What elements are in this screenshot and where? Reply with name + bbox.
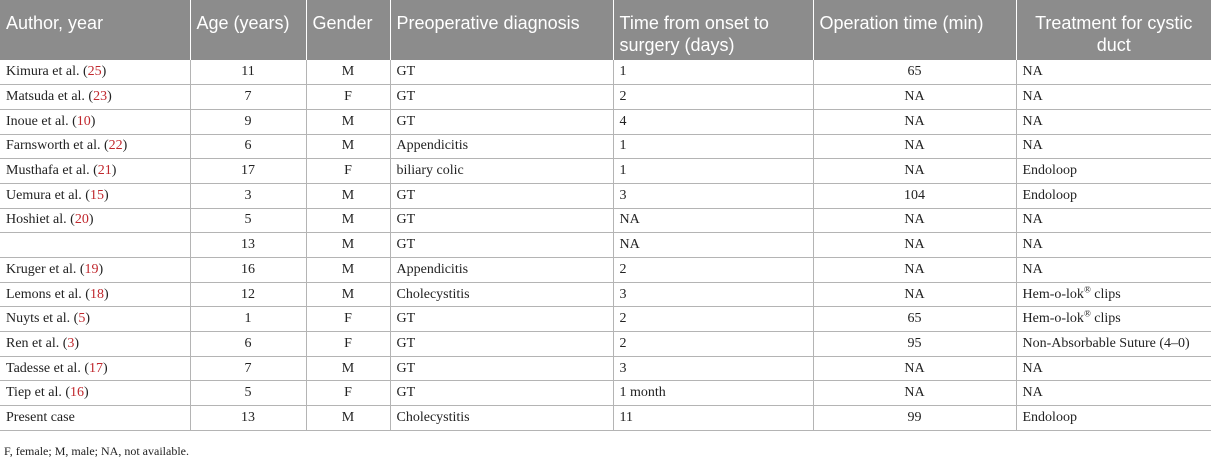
time-onset-value: NA — [619, 212, 640, 228]
cell-diagnosis — [390, 60, 613, 85]
cell-gender — [306, 406, 390, 431]
reference-link: 16 — [70, 385, 85, 401]
time-onset-value: 3 — [619, 286, 627, 302]
age-value: 9 — [244, 113, 252, 129]
cell-diagnosis — [390, 159, 613, 184]
cell-operation-time — [813, 60, 1016, 85]
age-value: 5 — [244, 385, 252, 401]
cell-diagnosis — [390, 233, 613, 258]
cell-time-onset — [613, 159, 813, 184]
diagnosis-value: GT — [396, 237, 416, 253]
cell-diagnosis — [390, 85, 613, 110]
cell-time-onset — [613, 183, 813, 208]
operation-time-value: NA — [904, 261, 925, 277]
age-value: 13 — [241, 237, 255, 253]
cell-author — [0, 258, 190, 283]
cell-age — [190, 109, 306, 134]
reference-close: ) — [101, 64, 107, 80]
cell-diagnosis — [390, 307, 613, 332]
treatment-value: NA — [1022, 212, 1043, 228]
reference-link: 3 — [67, 335, 75, 351]
table-footnote: F, female; M, male; NA, not available. — [4, 444, 189, 458]
diagnosis-value: GT — [396, 113, 416, 129]
cell-gender — [306, 282, 390, 307]
diagnosis-value: GT — [396, 187, 416, 203]
table-body — [0, 60, 1211, 430]
reference-link: 22 — [108, 138, 123, 154]
gender-value: F — [344, 385, 352, 401]
reference-close: ) — [85, 311, 90, 327]
diagnosis-value: GT — [396, 212, 416, 228]
reference-link: 21 — [97, 163, 112, 179]
operation-time-value: NA — [904, 286, 925, 302]
cell-author — [0, 159, 190, 184]
cell-age — [190, 134, 306, 159]
cell-operation-time — [813, 282, 1016, 307]
gender-value: M — [341, 212, 355, 228]
operation-time-value: NA — [904, 113, 925, 129]
age-value: 12 — [241, 286, 255, 302]
cell-treatment — [1016, 332, 1211, 357]
gender-value: M — [341, 113, 355, 129]
age-value: 3 — [244, 187, 252, 203]
cell-age — [190, 85, 306, 110]
cell-time-onset — [613, 332, 813, 357]
cell-age — [190, 332, 306, 357]
author-name: Lemons et al. ( — [6, 286, 90, 302]
author-name: Tadesse et al. ( — [6, 360, 89, 376]
table-row — [0, 258, 1211, 283]
gender-value: F — [344, 89, 352, 105]
header-operation-time: Operation time (min) — [813, 0, 1016, 60]
cell-diagnosis — [390, 332, 613, 357]
gender-value: M — [341, 138, 355, 154]
cell-treatment — [1016, 356, 1211, 381]
table-header — [0, 0, 1211, 60]
reference-close: ) — [122, 138, 128, 154]
reference-link: 5 — [78, 311, 86, 327]
table-row — [0, 381, 1211, 406]
diagnosis-value: Appendicitis — [396, 138, 469, 154]
cell-time-onset — [613, 134, 813, 159]
cell-time-onset — [613, 208, 813, 233]
cell-gender — [306, 356, 390, 381]
cell-author — [0, 381, 190, 406]
cell-treatment — [1016, 60, 1211, 85]
registered-mark: ® — [1083, 283, 1091, 294]
age-value: 7 — [244, 360, 252, 376]
treatment-value: NA — [1022, 89, 1043, 105]
cell-author — [0, 134, 190, 159]
time-onset-value: 11 — [619, 409, 633, 425]
cell-age — [190, 159, 306, 184]
cell-gender — [306, 109, 390, 134]
gender-value: M — [341, 261, 355, 277]
cell-gender — [306, 159, 390, 184]
operation-time-value: NA — [904, 163, 925, 179]
cell-operation-time — [813, 183, 1016, 208]
cell-age — [190, 381, 306, 406]
cell-time-onset — [613, 282, 813, 307]
cell-author — [0, 208, 190, 233]
header-row — [0, 0, 1211, 60]
table-row — [0, 282, 1211, 307]
age-value: 6 — [244, 335, 252, 351]
cell-operation-time — [813, 134, 1016, 159]
reference-close: ) — [90, 113, 96, 129]
table-row — [0, 183, 1211, 208]
gender-value: F — [344, 163, 352, 179]
reference-close: ) — [103, 187, 109, 203]
author-name: Ren et al. ( — [6, 335, 68, 351]
cell-time-onset — [613, 406, 813, 431]
table-row — [0, 60, 1211, 85]
diagnosis-value: GT — [396, 360, 416, 376]
cell-author — [0, 85, 190, 110]
table-row — [0, 208, 1211, 233]
age-value: 7 — [244, 89, 252, 105]
cell-time-onset — [613, 381, 813, 406]
cell-operation-time — [813, 307, 1016, 332]
cell-author — [0, 183, 190, 208]
cell-treatment — [1016, 233, 1211, 258]
author-name: Uemura et al. ( — [6, 187, 90, 203]
cell-author — [0, 233, 190, 258]
cell-diagnosis — [390, 109, 613, 134]
treatment-value: NA — [1022, 113, 1043, 129]
cell-time-onset — [613, 109, 813, 134]
cell-operation-time — [813, 159, 1016, 184]
author-name: Present case — [6, 409, 75, 425]
cell-diagnosis — [390, 258, 613, 283]
table-row — [0, 406, 1211, 431]
author-name: Nuyts et al. ( — [6, 311, 79, 327]
age-value: 11 — [241, 64, 255, 80]
diagnosis-value: biliary colic — [396, 163, 464, 179]
treatment-value: NA — [1022, 237, 1043, 253]
cell-gender — [306, 258, 390, 283]
table-row — [0, 332, 1211, 357]
gender-value: F — [344, 311, 352, 327]
time-onset-value: 3 — [619, 187, 627, 203]
cell-time-onset — [613, 60, 813, 85]
age-value: 1 — [244, 311, 252, 327]
cell-operation-time — [813, 208, 1016, 233]
treatment-suffix: clips — [1090, 286, 1121, 302]
author-name: Tiep et al. ( — [6, 385, 71, 401]
cell-diagnosis — [390, 282, 613, 307]
reference-link: 17 — [88, 360, 103, 376]
cell-operation-time — [813, 258, 1016, 283]
treatment-value: Hem-o-lok — [1022, 311, 1084, 327]
cell-gender — [306, 332, 390, 357]
treatment-value: NA — [1022, 261, 1043, 277]
time-onset-value: 4 — [619, 113, 627, 129]
author-name: Matsuda et al. ( — [6, 89, 94, 105]
cell-author — [0, 332, 190, 357]
cell-gender — [306, 208, 390, 233]
author-name: Kimura et al. ( — [6, 64, 88, 80]
cell-treatment — [1016, 85, 1211, 110]
treatment-value: Hem-o-lok — [1022, 286, 1084, 302]
operation-time-value: 65 — [907, 64, 922, 80]
reference-close: ) — [84, 385, 89, 401]
age-value: 6 — [244, 138, 252, 154]
cell-diagnosis — [390, 406, 613, 431]
cell-author — [0, 60, 190, 85]
registered-mark: ® — [1083, 308, 1091, 319]
cell-operation-time — [813, 233, 1016, 258]
author-name: Hoshiet al. ( — [6, 212, 75, 228]
cell-operation-time — [813, 109, 1016, 134]
operation-time-value: NA — [904, 89, 925, 105]
cell-author — [0, 356, 190, 381]
time-onset-value: 1 — [619, 163, 627, 179]
table-row — [0, 356, 1211, 381]
header-gender: Gender — [306, 0, 390, 60]
operation-time-value: NA — [904, 138, 925, 154]
operation-time-value: 104 — [904, 187, 925, 203]
diagnosis-value: GT — [396, 311, 416, 327]
reference-link: 18 — [89, 286, 104, 302]
cell-operation-time — [813, 381, 1016, 406]
cell-age — [190, 183, 306, 208]
table-row — [0, 307, 1211, 332]
reference-link: 19 — [84, 261, 99, 277]
age-value: 17 — [241, 163, 255, 179]
cell-gender — [306, 183, 390, 208]
cell-author — [0, 109, 190, 134]
cell-gender — [306, 233, 390, 258]
cell-age — [190, 258, 306, 283]
reference-close: ) — [103, 286, 109, 302]
cell-treatment — [1016, 159, 1211, 184]
cell-age — [190, 60, 306, 85]
gender-value: M — [341, 409, 355, 425]
reference-close: ) — [111, 163, 117, 179]
time-onset-value: 1 — [619, 138, 627, 154]
author-name: Kruger et al. ( — [6, 261, 85, 277]
operation-time-value: 95 — [907, 335, 922, 351]
cell-diagnosis — [390, 183, 613, 208]
cell-time-onset — [613, 258, 813, 283]
reference-link: 20 — [74, 212, 89, 228]
cell-time-onset — [613, 233, 813, 258]
treatment-value: NA — [1022, 385, 1043, 401]
reference-link: 15 — [89, 187, 104, 203]
cell-diagnosis — [390, 356, 613, 381]
treatment-value: Endoloop — [1022, 187, 1077, 203]
diagnosis-value: Appendicitis — [396, 261, 469, 277]
cell-age — [190, 233, 306, 258]
gender-value: M — [341, 187, 355, 203]
header-treatment-cystic-duct: Treatment for cystic duct — [1016, 0, 1211, 60]
operation-time-value: NA — [904, 385, 925, 401]
cell-age — [190, 307, 306, 332]
cell-age — [190, 356, 306, 381]
time-onset-value: NA — [619, 237, 640, 253]
cell-gender — [306, 60, 390, 85]
reference-close: ) — [88, 212, 94, 228]
table-row — [0, 85, 1211, 110]
treatment-value: NA — [1022, 138, 1043, 154]
time-onset-value: 3 — [619, 360, 627, 376]
cell-time-onset — [613, 85, 813, 110]
cell-diagnosis — [390, 381, 613, 406]
reference-close: ) — [98, 261, 104, 277]
reference-close: ) — [102, 360, 108, 376]
cell-operation-time — [813, 356, 1016, 381]
header-age: Age (years) — [190, 0, 306, 60]
cell-age — [190, 406, 306, 431]
diagnosis-value: Cholecystitis — [396, 409, 470, 425]
treatment-suffix: clips — [1090, 311, 1121, 327]
operation-time-value: NA — [904, 360, 925, 376]
cell-age — [190, 282, 306, 307]
reference-link: 25 — [87, 64, 102, 80]
cell-author — [0, 282, 190, 307]
reference-link: 23 — [93, 89, 108, 105]
cell-time-onset — [613, 356, 813, 381]
cell-treatment — [1016, 134, 1211, 159]
gender-value: M — [341, 64, 355, 80]
time-onset-value: 2 — [619, 261, 627, 277]
cell-diagnosis — [390, 208, 613, 233]
cell-treatment — [1016, 109, 1211, 134]
header-preoperative-diagnosis: Preoperative diagnosis — [390, 0, 613, 60]
cell-diagnosis — [390, 134, 613, 159]
time-onset-value: 1 month — [619, 385, 666, 401]
author-name: Farnsworth et al. ( — [6, 138, 109, 154]
cell-gender — [306, 381, 390, 406]
operation-time-value: 65 — [907, 311, 922, 327]
treatment-value: NA — [1022, 64, 1043, 80]
cell-operation-time — [813, 332, 1016, 357]
operation-time-value: NA — [904, 212, 925, 228]
cell-age — [190, 208, 306, 233]
cell-treatment — [1016, 381, 1211, 406]
age-value: 5 — [244, 212, 252, 228]
time-onset-value: 2 — [619, 335, 627, 351]
gender-value: M — [341, 360, 355, 376]
author-name: Musthafa et al. ( — [6, 163, 98, 179]
header-author-year: Author, year — [0, 0, 190, 60]
reference-close: ) — [74, 335, 80, 351]
cell-treatment — [1016, 406, 1211, 431]
cell-gender — [306, 307, 390, 332]
diagnosis-value: GT — [396, 64, 416, 80]
diagnosis-value: GT — [396, 385, 416, 401]
cell-treatment — [1016, 208, 1211, 233]
gender-value: M — [341, 237, 355, 253]
cell-operation-time — [813, 85, 1016, 110]
operation-time-value: NA — [904, 237, 925, 253]
treatment-value: Endoloop — [1022, 163, 1077, 179]
cell-gender — [306, 85, 390, 110]
operation-time-value: 99 — [907, 409, 922, 425]
table-row — [0, 134, 1211, 159]
table-row — [0, 159, 1211, 184]
diagnosis-value: GT — [396, 89, 416, 105]
cell-treatment — [1016, 282, 1211, 307]
cell-author — [0, 406, 190, 431]
cell-treatment — [1016, 307, 1211, 332]
cell-operation-time — [813, 406, 1016, 431]
treatment-value: NA — [1022, 360, 1043, 376]
treatment-value: Endoloop — [1022, 409, 1077, 425]
time-onset-value: 2 — [619, 89, 627, 105]
author-name: Inoue et al. ( — [6, 113, 77, 129]
gender-value: F — [344, 335, 352, 351]
diagnosis-value: Cholecystitis — [396, 286, 470, 302]
reference-close: ) — [107, 89, 112, 105]
reference-link: 10 — [76, 113, 91, 129]
cell-gender — [306, 134, 390, 159]
diagnosis-value: GT — [396, 335, 416, 351]
gender-value: M — [341, 286, 355, 302]
time-onset-value: 1 — [619, 64, 627, 80]
cell-time-onset — [613, 307, 813, 332]
cell-treatment — [1016, 258, 1211, 283]
age-value: 13 — [241, 409, 255, 425]
table-row — [0, 233, 1211, 258]
cell-treatment — [1016, 183, 1211, 208]
time-onset-value: 2 — [619, 311, 627, 327]
table-row — [0, 109, 1211, 134]
cell-author — [0, 307, 190, 332]
treatment-value: Non-Absorbable Suture (4–0) — [1022, 335, 1190, 351]
header-time-onset-to-surgery: Time from onset to surgery (days) — [613, 0, 813, 60]
age-value: 16 — [241, 261, 255, 277]
